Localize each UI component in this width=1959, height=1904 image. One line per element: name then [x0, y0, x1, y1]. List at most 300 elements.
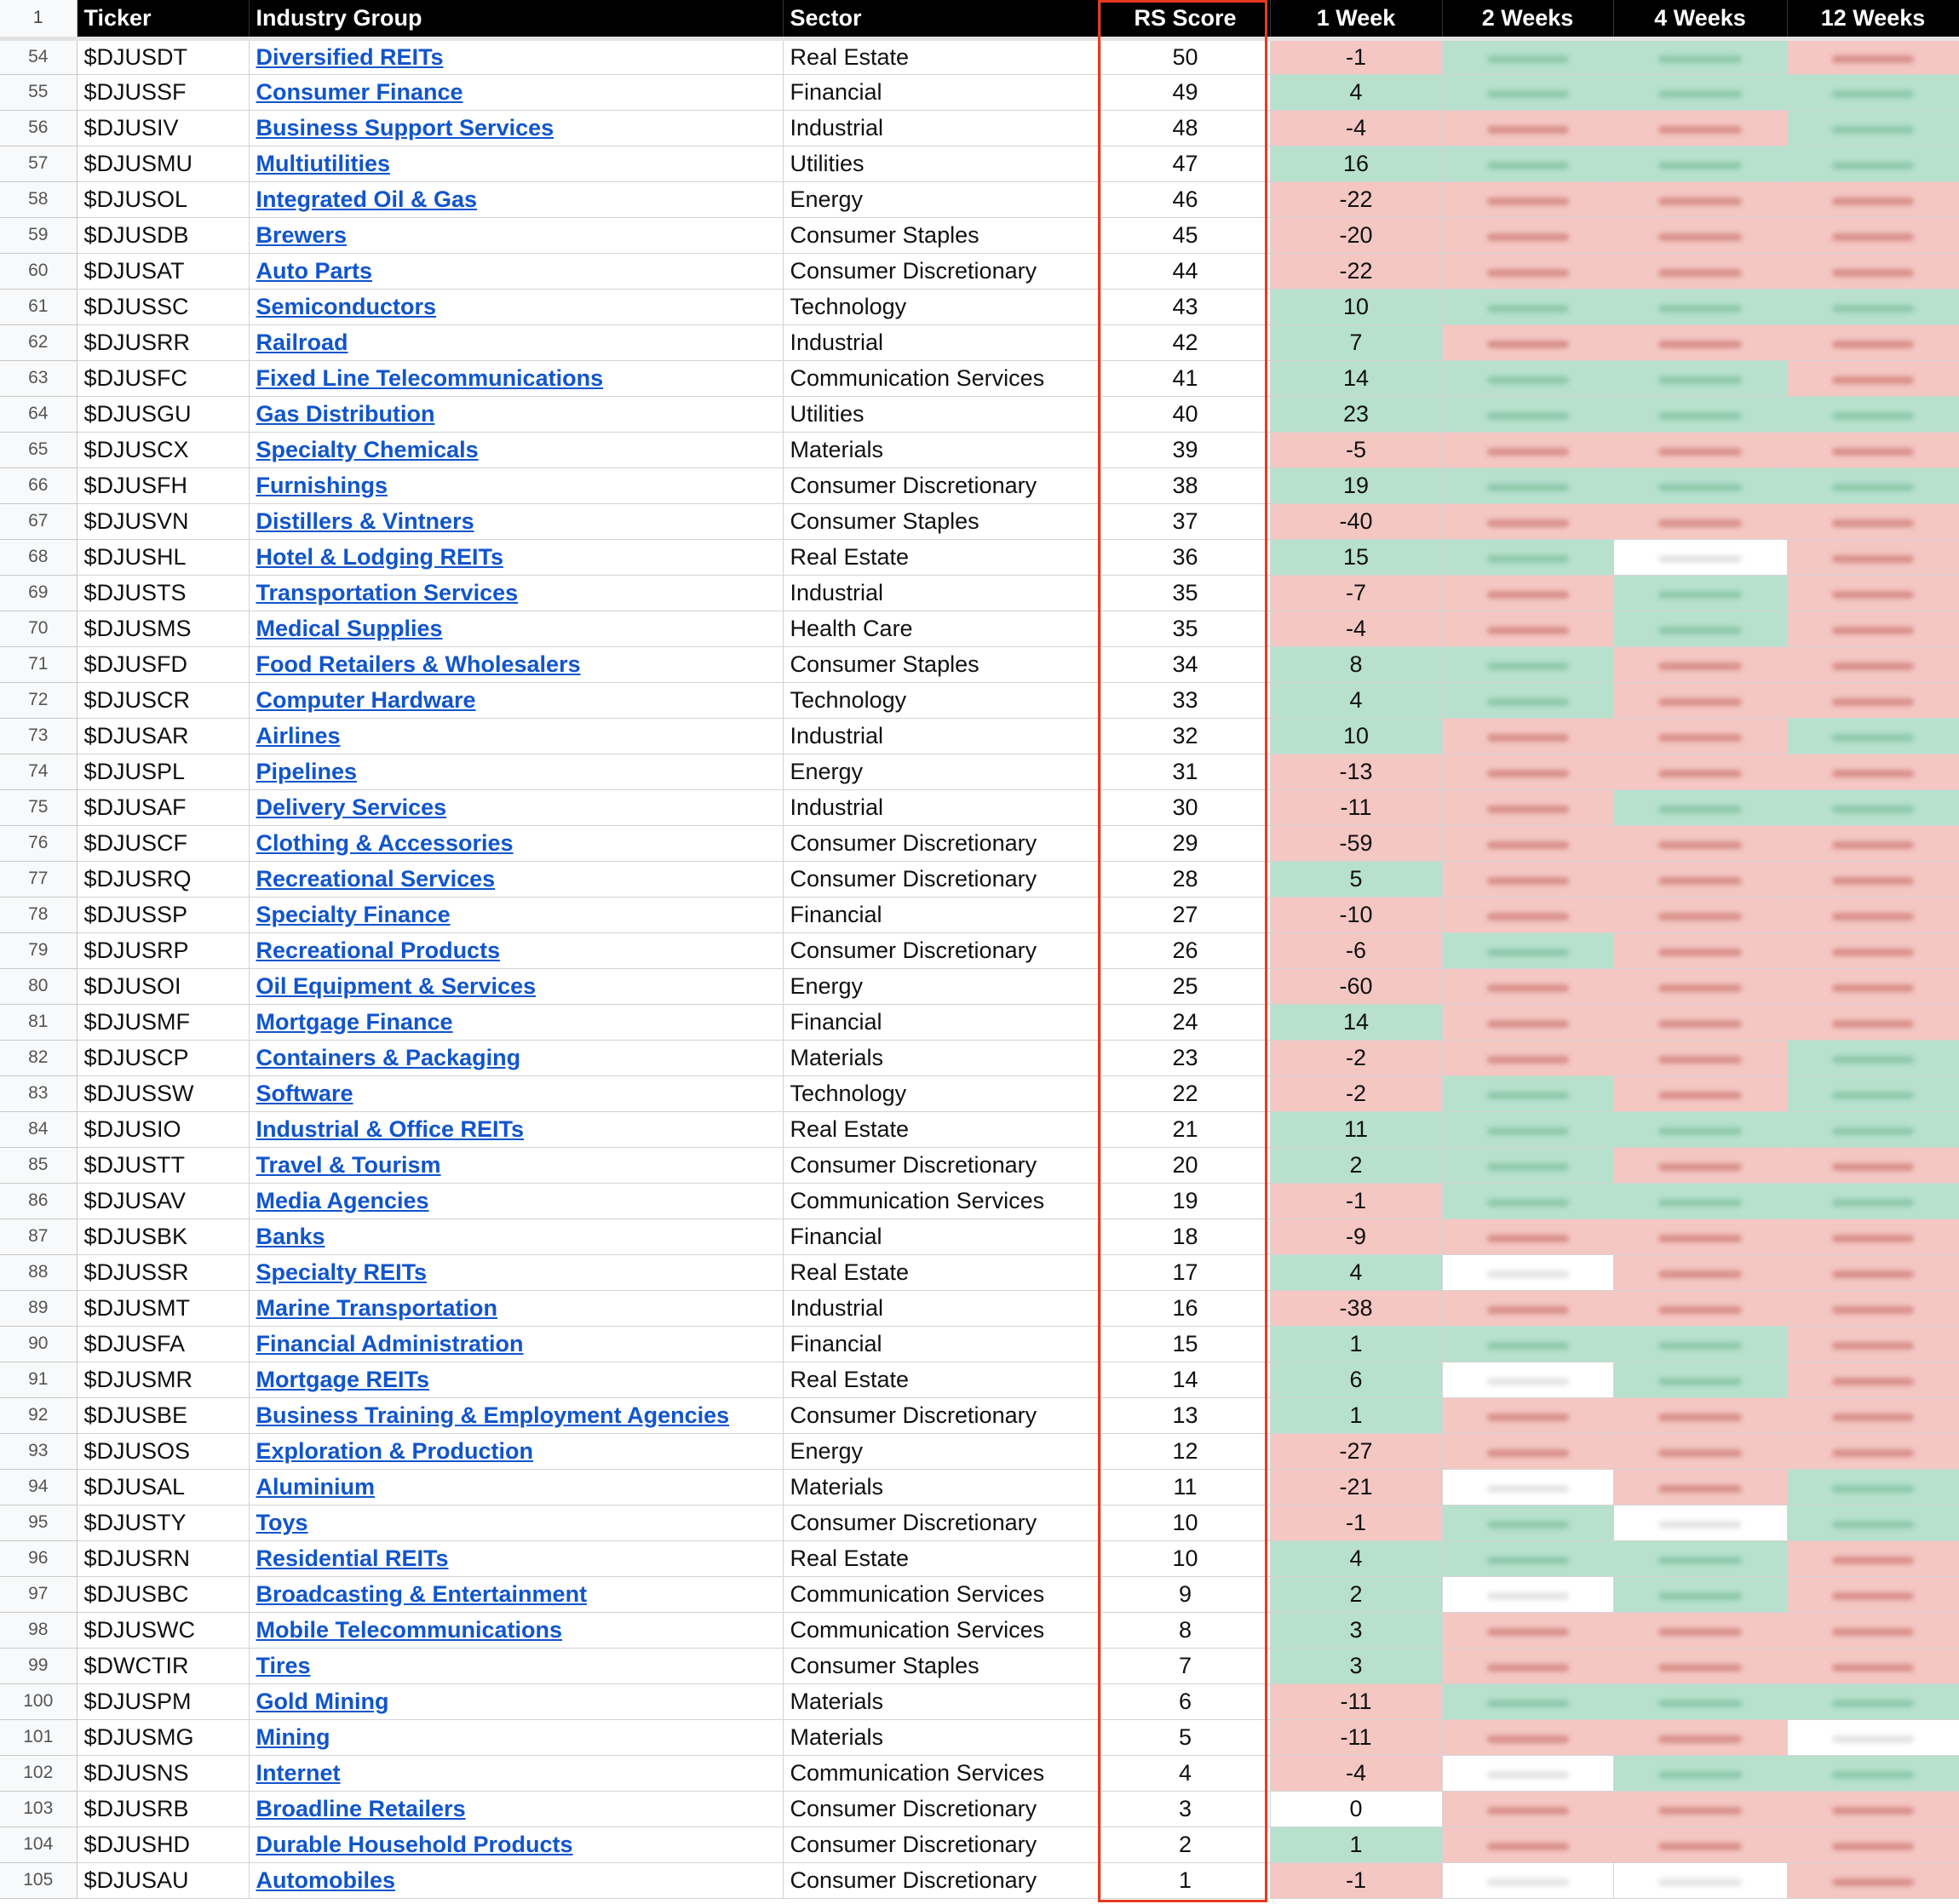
- row-number[interactable]: 56: [0, 110, 77, 146]
- ticker-cell[interactable]: $DJUSSR: [77, 1254, 249, 1290]
- ticker-cell[interactable]: $DJUSMR: [77, 1362, 249, 1397]
- row-number[interactable]: 76: [0, 825, 77, 861]
- week-1-change-cell[interactable]: 10: [1270, 718, 1442, 754]
- sector-cell[interactable]: Communication Services: [783, 360, 1100, 396]
- week-4-change-cell-redacted[interactable]: [1613, 1791, 1787, 1827]
- week-1-change-cell[interactable]: 1: [1270, 1397, 1442, 1433]
- week-2-change-cell-redacted[interactable]: [1442, 467, 1613, 503]
- industry-group-cell[interactable]: [249, 1362, 783, 1397]
- ticker-cell[interactable]: $DJUSAL: [77, 1469, 249, 1505]
- industry-group-cell[interactable]: [249, 396, 783, 432]
- week-1-change-cell[interactable]: -5: [1270, 432, 1442, 467]
- ticker-cell[interactable]: $DJUSMG: [77, 1719, 249, 1755]
- industry-group-cell[interactable]: [249, 1147, 783, 1183]
- week-2-change-cell-redacted[interactable]: [1442, 324, 1613, 360]
- week-4-change-cell-redacted[interactable]: [1613, 789, 1787, 825]
- industry-group-link[interactable]: Clothing & Accessories: [256, 829, 514, 856]
- row-number[interactable]: 96: [0, 1540, 77, 1576]
- table-row[interactable]: [0, 611, 1959, 646]
- week-12-change-cell-redacted[interactable]: [1787, 432, 1959, 467]
- row-number[interactable]: 79: [0, 932, 77, 968]
- week-2-change-cell-redacted[interactable]: [1442, 1540, 1613, 1576]
- row-number[interactable]: 71: [0, 646, 77, 682]
- table-row[interactable]: [0, 1290, 1959, 1326]
- rs-score-cell[interactable]: 14: [1100, 1362, 1270, 1397]
- row-number[interactable]: 84: [0, 1111, 77, 1147]
- week-12-change-cell-redacted[interactable]: [1787, 110, 1959, 146]
- week-12-change-cell-redacted[interactable]: [1787, 1433, 1959, 1469]
- industry-group-cell[interactable]: [249, 539, 783, 575]
- industry-group-cell[interactable]: [249, 360, 783, 396]
- industry-group-link[interactable]: Consumer Finance: [256, 78, 463, 105]
- industry-group-link[interactable]: Specialty Finance: [256, 901, 451, 927]
- ticker-cell[interactable]: $DJUSGU: [77, 396, 249, 432]
- week-2-change-cell-redacted[interactable]: [1442, 1219, 1613, 1254]
- week-2-change-cell-redacted[interactable]: [1442, 575, 1613, 611]
- sector-cell[interactable]: Consumer Staples: [783, 503, 1100, 539]
- ticker-cell[interactable]: $DJUSAF: [77, 789, 249, 825]
- week-1-change-cell[interactable]: 3: [1270, 1612, 1442, 1648]
- table-row[interactable]: [0, 789, 1959, 825]
- industry-group-cell[interactable]: [249, 1183, 783, 1219]
- week-1-change-cell[interactable]: 19: [1270, 467, 1442, 503]
- rs-score-cell[interactable]: 10: [1100, 1505, 1270, 1540]
- week-4-change-cell-redacted[interactable]: [1613, 1290, 1787, 1326]
- industry-group-link[interactable]: Aluminium: [256, 1473, 375, 1500]
- week-4-change-cell-redacted[interactable]: [1613, 396, 1787, 432]
- row-number[interactable]: 62: [0, 324, 77, 360]
- week-2-change-cell-redacted[interactable]: [1442, 897, 1613, 932]
- sector-cell[interactable]: Real Estate: [783, 1540, 1100, 1576]
- week-4-change-cell-redacted[interactable]: [1613, 897, 1787, 932]
- week-12-change-cell-redacted[interactable]: [1787, 1326, 1959, 1362]
- sector-cell[interactable]: Utilities: [783, 146, 1100, 181]
- row-number[interactable]: 99: [0, 1648, 77, 1683]
- ticker-cell[interactable]: $DJUSCF: [77, 825, 249, 861]
- week-12-change-cell-redacted[interactable]: [1787, 217, 1959, 253]
- week-2-change-cell-redacted[interactable]: [1442, 432, 1613, 467]
- row-number[interactable]: 92: [0, 1397, 77, 1433]
- row-number[interactable]: 95: [0, 1505, 77, 1540]
- week-2-change-cell-redacted[interactable]: [1442, 1612, 1613, 1648]
- table-row[interactable]: [0, 1791, 1959, 1827]
- industry-group-cell[interactable]: [249, 1040, 783, 1075]
- industry-group-link[interactable]: Mining: [256, 1723, 330, 1750]
- week-2-change-cell-redacted[interactable]: [1442, 1683, 1613, 1719]
- week-2-change-cell-redacted[interactable]: [1442, 396, 1613, 432]
- ticker-cell[interactable]: $DJUSVN: [77, 503, 249, 539]
- industry-group-link[interactable]: Residential REITs: [256, 1545, 449, 1571]
- rs-score-cell[interactable]: 25: [1100, 968, 1270, 1004]
- week-4-change-cell-redacted[interactable]: [1613, 360, 1787, 396]
- sector-cell[interactable]: Real Estate: [783, 539, 1100, 575]
- industry-group-link[interactable]: Recreational Products: [256, 937, 501, 963]
- sector-cell[interactable]: Real Estate: [783, 38, 1100, 74]
- week-12-change-cell-redacted[interactable]: [1787, 611, 1959, 646]
- week-12-change-cell-redacted[interactable]: [1787, 146, 1959, 181]
- industry-group-cell[interactable]: [249, 1469, 783, 1505]
- industry-group-cell[interactable]: [249, 1505, 783, 1540]
- table-row[interactable]: [0, 1040, 1959, 1075]
- industry-group-cell[interactable]: [249, 1827, 783, 1862]
- ticker-cell[interactable]: $DJUSAT: [77, 253, 249, 289]
- rs-score-cell[interactable]: 38: [1100, 467, 1270, 503]
- week-12-change-cell-redacted[interactable]: [1787, 1075, 1959, 1111]
- industry-group-link[interactable]: Business Training & Employment Agencies: [256, 1402, 730, 1428]
- column-header-2-weeks[interactable]: 2 Weeks: [1442, 0, 1613, 38]
- row-number[interactable]: 88: [0, 1254, 77, 1290]
- week-1-change-cell[interactable]: 1: [1270, 1326, 1442, 1362]
- week-12-change-cell-redacted[interactable]: [1787, 646, 1959, 682]
- row-number[interactable]: 87: [0, 1219, 77, 1254]
- industry-group-cell[interactable]: [249, 611, 783, 646]
- week-1-change-cell[interactable]: -27: [1270, 1433, 1442, 1469]
- row-number[interactable]: 93: [0, 1433, 77, 1469]
- sector-cell[interactable]: Real Estate: [783, 1254, 1100, 1290]
- week-12-change-cell-redacted[interactable]: [1787, 1219, 1959, 1254]
- industry-group-cell[interactable]: [249, 1433, 783, 1469]
- week-12-change-cell-redacted[interactable]: [1787, 1505, 1959, 1540]
- sector-cell[interactable]: Financial: [783, 74, 1100, 110]
- row-number[interactable]: 90: [0, 1326, 77, 1362]
- row-number[interactable]: 85: [0, 1147, 77, 1183]
- ticker-cell[interactable]: $DJUSSC: [77, 289, 249, 324]
- sector-cell[interactable]: Financial: [783, 1004, 1100, 1040]
- week-4-change-cell-redacted[interactable]: [1613, 1612, 1787, 1648]
- week-4-change-cell-redacted[interactable]: [1613, 289, 1787, 324]
- sector-cell[interactable]: Real Estate: [783, 1362, 1100, 1397]
- industry-group-cell[interactable]: [249, 682, 783, 718]
- table-row[interactable]: [0, 1612, 1959, 1648]
- row-number[interactable]: 58: [0, 181, 77, 217]
- week-2-change-cell-redacted[interactable]: [1442, 1254, 1613, 1290]
- table-row[interactable]: [0, 181, 1959, 217]
- industry-group-link[interactable]: Mobile Telecommunications: [256, 1616, 563, 1643]
- industry-group-cell[interactable]: [249, 1326, 783, 1362]
- ticker-cell[interactable]: $DJUSDB: [77, 217, 249, 253]
- week-12-change-cell-redacted[interactable]: [1787, 968, 1959, 1004]
- industry-group-link[interactable]: Business Support Services: [256, 114, 554, 141]
- ticker-cell[interactable]: $DJUSFA: [77, 1326, 249, 1362]
- rs-score-cell[interactable]: 4: [1100, 1755, 1270, 1791]
- rs-score-cell[interactable]: 34: [1100, 646, 1270, 682]
- week-1-change-cell[interactable]: 7: [1270, 324, 1442, 360]
- week-4-change-cell-redacted[interactable]: [1613, 1111, 1787, 1147]
- sector-cell[interactable]: Consumer Discretionary: [783, 1505, 1100, 1540]
- week-4-change-cell-redacted[interactable]: [1613, 718, 1787, 754]
- table-row[interactable]: [0, 861, 1959, 897]
- industry-group-cell[interactable]: [249, 324, 783, 360]
- week-12-change-cell-redacted[interactable]: [1787, 324, 1959, 360]
- ticker-cell[interactable]: $DJUSMF: [77, 1004, 249, 1040]
- week-12-change-cell-redacted[interactable]: [1787, 575, 1959, 611]
- week-2-change-cell-redacted[interactable]: [1442, 754, 1613, 789]
- ticker-cell[interactable]: $DJUSRR: [77, 324, 249, 360]
- rs-score-cell[interactable]: 7: [1100, 1648, 1270, 1683]
- table-row[interactable]: [0, 38, 1959, 74]
- week-12-change-cell-redacted[interactable]: [1787, 539, 1959, 575]
- industry-group-link[interactable]: Fixed Line Telecommunications: [256, 364, 604, 391]
- industry-group-cell[interactable]: [249, 646, 783, 682]
- week-2-change-cell-redacted[interactable]: [1442, 181, 1613, 217]
- rs-score-cell[interactable]: 29: [1100, 825, 1270, 861]
- week-1-change-cell[interactable]: -11: [1270, 1719, 1442, 1755]
- rs-score-cell[interactable]: 23: [1100, 1040, 1270, 1075]
- sector-cell[interactable]: Consumer Staples: [783, 646, 1100, 682]
- table-row[interactable]: [0, 1219, 1959, 1254]
- week-1-change-cell[interactable]: -38: [1270, 1290, 1442, 1326]
- row-number[interactable]: 102: [0, 1755, 77, 1791]
- week-12-change-cell-redacted[interactable]: [1787, 360, 1959, 396]
- ticker-cell[interactable]: $DJUSAV: [77, 1183, 249, 1219]
- week-12-change-cell-redacted[interactable]: [1787, 897, 1959, 932]
- week-1-change-cell[interactable]: 23: [1270, 396, 1442, 432]
- sector-cell[interactable]: Energy: [783, 968, 1100, 1004]
- week-2-change-cell-redacted[interactable]: [1442, 289, 1613, 324]
- week-4-change-cell-redacted[interactable]: [1613, 1362, 1787, 1397]
- industry-group-link[interactable]: Gas Distribution: [256, 400, 435, 427]
- ticker-cell[interactable]: $DJUSPM: [77, 1683, 249, 1719]
- week-2-change-cell-redacted[interactable]: [1442, 503, 1613, 539]
- week-4-change-cell-redacted[interactable]: [1613, 1147, 1787, 1183]
- table-row[interactable]: [0, 646, 1959, 682]
- week-4-change-cell-redacted[interactable]: [1613, 861, 1787, 897]
- ticker-cell[interactable]: $DJUSPL: [77, 754, 249, 789]
- rs-score-cell[interactable]: 21: [1100, 1111, 1270, 1147]
- week-12-change-cell-redacted[interactable]: [1787, 1004, 1959, 1040]
- ticker-cell[interactable]: $DJUSBE: [77, 1397, 249, 1433]
- ticker-cell[interactable]: $DJUSMS: [77, 611, 249, 646]
- sector-cell[interactable]: Financial: [783, 1326, 1100, 1362]
- sector-cell[interactable]: Communication Services: [783, 1183, 1100, 1219]
- week-1-change-cell[interactable]: -40: [1270, 503, 1442, 539]
- ticker-cell[interactable]: $DJUSTT: [77, 1147, 249, 1183]
- sector-cell[interactable]: Consumer Discretionary: [783, 932, 1100, 968]
- rs-score-cell[interactable]: 6: [1100, 1683, 1270, 1719]
- ticker-cell[interactable]: $DJUSAR: [77, 718, 249, 754]
- industry-group-cell[interactable]: [249, 1755, 783, 1791]
- industry-group-cell[interactable]: [249, 146, 783, 181]
- week-1-change-cell[interactable]: -20: [1270, 217, 1442, 253]
- week-2-change-cell-redacted[interactable]: [1442, 1791, 1613, 1827]
- table-row[interactable]: [0, 74, 1959, 110]
- industry-group-link[interactable]: Airlines: [256, 722, 341, 748]
- industry-group-cell[interactable]: [249, 1791, 783, 1827]
- rs-score-cell[interactable]: 15: [1100, 1326, 1270, 1362]
- sector-cell[interactable]: Industrial: [783, 110, 1100, 146]
- table-row[interactable]: [0, 825, 1959, 861]
- industry-group-link[interactable]: Software: [256, 1080, 353, 1106]
- week-1-change-cell[interactable]: 10: [1270, 289, 1442, 324]
- row-number[interactable]: 72: [0, 682, 77, 718]
- week-4-change-cell-redacted[interactable]: [1613, 1075, 1787, 1111]
- week-4-change-cell-redacted[interactable]: [1613, 38, 1787, 74]
- row-number[interactable]: 83: [0, 1075, 77, 1111]
- week-12-change-cell-redacted[interactable]: [1787, 789, 1959, 825]
- row-number[interactable]: 98: [0, 1612, 77, 1648]
- week-1-change-cell[interactable]: -7: [1270, 575, 1442, 611]
- table-row[interactable]: [0, 1326, 1959, 1362]
- week-2-change-cell-redacted[interactable]: [1442, 1362, 1613, 1397]
- industry-group-link[interactable]: Specialty Chemicals: [256, 436, 479, 462]
- ticker-cell[interactable]: $DJUSIV: [77, 110, 249, 146]
- week-4-change-cell-redacted[interactable]: [1613, 432, 1787, 467]
- row-number[interactable]: 82: [0, 1040, 77, 1075]
- ticker-cell[interactable]: $DJUSTY: [77, 1505, 249, 1540]
- industry-group-link[interactable]: Distillers & Vintners: [256, 508, 474, 534]
- rs-score-cell[interactable]: 28: [1100, 861, 1270, 897]
- industry-group-link[interactable]: Recreational Services: [256, 865, 496, 892]
- industry-group-link[interactable]: Delivery Services: [256, 794, 447, 820]
- rs-score-cell[interactable]: 27: [1100, 897, 1270, 932]
- table-row[interactable]: [0, 324, 1959, 360]
- rs-score-cell[interactable]: 20: [1100, 1147, 1270, 1183]
- week-1-change-cell[interactable]: 16: [1270, 146, 1442, 181]
- row-number[interactable]: 104: [0, 1827, 77, 1862]
- week-12-change-cell-redacted[interactable]: [1787, 289, 1959, 324]
- ticker-cell[interactable]: $DJUSBK: [77, 1219, 249, 1254]
- table-row[interactable]: [0, 1827, 1959, 1862]
- column-header-1-week[interactable]: 1 Week: [1270, 0, 1442, 38]
- row-number[interactable]: 86: [0, 1183, 77, 1219]
- ticker-cell[interactable]: $DJUSMT: [77, 1290, 249, 1326]
- sector-cell[interactable]: Materials: [783, 1683, 1100, 1719]
- rs-score-cell[interactable]: 40: [1100, 396, 1270, 432]
- week-1-change-cell[interactable]: -1: [1270, 1183, 1442, 1219]
- table-row[interactable]: [0, 1505, 1959, 1540]
- rs-score-cell[interactable]: 47: [1100, 146, 1270, 181]
- week-1-change-cell[interactable]: 5: [1270, 861, 1442, 897]
- table-row[interactable]: [0, 1755, 1959, 1791]
- row-number[interactable]: 89: [0, 1290, 77, 1326]
- week-12-change-cell-redacted[interactable]: [1787, 1540, 1959, 1576]
- rs-score-cell[interactable]: 36: [1100, 539, 1270, 575]
- rs-score-cell[interactable]: 44: [1100, 253, 1270, 289]
- rs-score-cell[interactable]: 13: [1100, 1397, 1270, 1433]
- industry-group-link[interactable]: Containers & Packaging: [256, 1044, 521, 1070]
- table-row[interactable]: [0, 1576, 1959, 1612]
- row-number[interactable]: 81: [0, 1004, 77, 1040]
- week-2-change-cell-redacted[interactable]: [1442, 539, 1613, 575]
- sector-cell[interactable]: Consumer Staples: [783, 1648, 1100, 1683]
- week-12-change-cell-redacted[interactable]: [1787, 1040, 1959, 1075]
- week-2-change-cell-redacted[interactable]: [1442, 1326, 1613, 1362]
- table-row[interactable]: [0, 1362, 1959, 1397]
- ticker-cell[interactable]: $DJUSFC: [77, 360, 249, 396]
- rs-score-cell[interactable]: 32: [1100, 718, 1270, 754]
- week-1-change-cell[interactable]: 4: [1270, 1540, 1442, 1576]
- week-2-change-cell-redacted[interactable]: [1442, 1111, 1613, 1147]
- ticker-cell[interactable]: $DJUSOL: [77, 181, 249, 217]
- row-number[interactable]: 55: [0, 74, 77, 110]
- sector-cell[interactable]: Energy: [783, 754, 1100, 789]
- week-4-change-cell-redacted[interactable]: [1613, 1397, 1787, 1433]
- week-1-change-cell[interactable]: 8: [1270, 646, 1442, 682]
- industry-group-link[interactable]: Tires: [256, 1652, 311, 1678]
- column-header-industry-group[interactable]: Industry Group: [249, 0, 783, 38]
- week-1-change-cell[interactable]: 2: [1270, 1147, 1442, 1183]
- industry-group-link[interactable]: Broadline Retailers: [256, 1795, 466, 1821]
- week-4-change-cell-redacted[interactable]: [1613, 1433, 1787, 1469]
- table-row[interactable]: [0, 1433, 1959, 1469]
- sector-cell[interactable]: Communication Services: [783, 1612, 1100, 1648]
- week-12-change-cell-redacted[interactable]: [1787, 38, 1959, 74]
- ticker-cell[interactable]: $DJUSRQ: [77, 861, 249, 897]
- sector-cell[interactable]: Materials: [783, 1469, 1100, 1505]
- week-1-change-cell[interactable]: 14: [1270, 1004, 1442, 1040]
- week-12-change-cell-redacted[interactable]: [1787, 467, 1959, 503]
- rs-score-cell[interactable]: 24: [1100, 1004, 1270, 1040]
- row-number[interactable]: 78: [0, 897, 77, 932]
- rs-score-cell[interactable]: 8: [1100, 1612, 1270, 1648]
- industry-group-cell[interactable]: [249, 1719, 783, 1755]
- rs-score-cell[interactable]: 12: [1100, 1433, 1270, 1469]
- rs-score-cell[interactable]: 35: [1100, 575, 1270, 611]
- industry-group-link[interactable]: Broadcasting & Entertainment: [256, 1580, 588, 1607]
- row-number[interactable]: 65: [0, 432, 77, 467]
- week-2-change-cell-redacted[interactable]: [1442, 74, 1613, 110]
- week-4-change-cell-redacted[interactable]: [1613, 825, 1787, 861]
- week-1-change-cell[interactable]: -4: [1270, 611, 1442, 646]
- industry-group-link[interactable]: Marine Transportation: [256, 1294, 498, 1321]
- column-header-rs-score[interactable]: RS Score: [1100, 0, 1270, 38]
- week-12-change-cell-redacted[interactable]: [1787, 181, 1959, 217]
- week-1-change-cell[interactable]: -1: [1270, 1505, 1442, 1540]
- industry-group-cell[interactable]: [249, 289, 783, 324]
- week-2-change-cell-redacted[interactable]: [1442, 825, 1613, 861]
- ticker-cell[interactable]: $DJUSRB: [77, 1791, 249, 1827]
- week-2-change-cell-redacted[interactable]: [1442, 1719, 1613, 1755]
- ticker-cell[interactable]: $DJUSBC: [77, 1576, 249, 1612]
- week-4-change-cell-redacted[interactable]: [1613, 324, 1787, 360]
- industry-group-link[interactable]: Hotel & Lodging REITs: [256, 543, 503, 570]
- ticker-cell[interactable]: $DJUSHL: [77, 539, 249, 575]
- sector-cell[interactable]: Industrial: [783, 1290, 1100, 1326]
- week-2-change-cell-redacted[interactable]: [1442, 1290, 1613, 1326]
- sector-cell[interactable]: Consumer Discretionary: [783, 1791, 1100, 1827]
- row-number[interactable]: 64: [0, 396, 77, 432]
- table-row[interactable]: [0, 396, 1959, 432]
- industry-group-link[interactable]: Financial Administration: [256, 1330, 524, 1356]
- rs-score-cell[interactable]: 35: [1100, 611, 1270, 646]
- industry-group-cell[interactable]: [249, 1612, 783, 1648]
- ticker-cell[interactable]: $DJUSDT: [77, 38, 249, 74]
- ticker-cell[interactable]: $DJUSFH: [77, 467, 249, 503]
- rs-score-cell[interactable]: 26: [1100, 932, 1270, 968]
- sector-cell[interactable]: Financial: [783, 897, 1100, 932]
- industry-group-link[interactable]: Diversified REITs: [256, 43, 444, 70]
- sector-cell[interactable]: Consumer Discretionary: [783, 1147, 1100, 1183]
- rs-score-cell[interactable]: 17: [1100, 1254, 1270, 1290]
- week-4-change-cell-redacted[interactable]: [1613, 682, 1787, 718]
- industry-group-link[interactable]: Food Retailers & Wholesalers: [256, 651, 581, 677]
- week-1-change-cell[interactable]: 0: [1270, 1791, 1442, 1827]
- industry-group-link[interactable]: Auto Parts: [256, 257, 373, 284]
- column-header-ticker[interactable]: Ticker: [77, 0, 249, 38]
- week-2-change-cell-redacted[interactable]: [1442, 861, 1613, 897]
- week-4-change-cell-redacted[interactable]: [1613, 1469, 1787, 1505]
- rs-score-cell[interactable]: 33: [1100, 682, 1270, 718]
- ticker-cell[interactable]: $DWCTIR: [77, 1648, 249, 1683]
- week-2-change-cell-redacted[interactable]: [1442, 1469, 1613, 1505]
- sector-cell[interactable]: Energy: [783, 1433, 1100, 1469]
- table-row[interactable]: [0, 575, 1959, 611]
- rs-score-cell[interactable]: 2: [1100, 1827, 1270, 1862]
- week-4-change-cell-redacted[interactable]: [1613, 217, 1787, 253]
- industry-group-link[interactable]: Durable Household Products: [256, 1831, 573, 1857]
- sector-cell[interactable]: Communication Services: [783, 1576, 1100, 1612]
- week-2-change-cell-redacted[interactable]: [1442, 1755, 1613, 1791]
